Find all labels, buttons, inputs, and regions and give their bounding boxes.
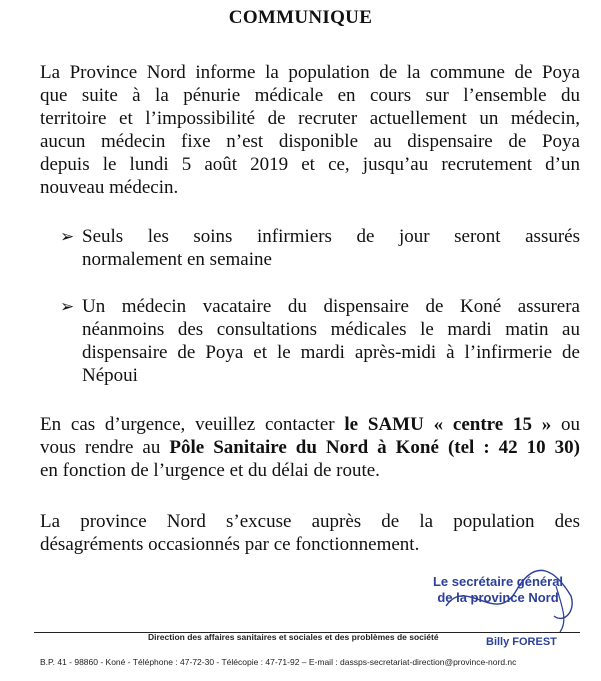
bullet-line: normalement en semaine: [82, 249, 272, 270]
pole-sanitaire-text: Pôle Sanitaire du Nord à Koné (tel : 42 10 30): [169, 437, 581, 458]
urgence-line: [40, 436, 580, 459]
urgence-line: en fonction de l’urgence et du délai de route.: [40, 460, 380, 481]
page-title: COMMUNIQUE: [228, 7, 373, 28]
arrow-bullet-icon: ➢: [60, 297, 75, 316]
footer-contact: B.P. 41 - 98860 - Koné - Téléphone : 47-72-30 - Télécopie : 47-71-92 – E-mail : dassps-secretariat-direction@province-nord.nc: [40, 657, 517, 667]
arrow-bullet-icon: ➢: [60, 227, 75, 246]
urgence-text: ou: [551, 414, 581, 435]
intro-line: nouveau médecin.: [40, 177, 179, 198]
urgence-text: vous rendre au: [40, 437, 170, 458]
bullet-line: néanmoins des consultations médicales le mardi matin au: [82, 319, 580, 340]
intro-paragraph: [40, 61, 580, 199]
urgence-text: En cas d’urgence, veuillez contacter: [40, 414, 345, 435]
intro-line: La Province Nord informe la population de la commune de Poya: [40, 62, 580, 83]
bullet-line: Népoui: [82, 365, 138, 386]
urgence-paragraph: [40, 413, 580, 482]
urgence-line: [40, 413, 580, 436]
bullet-line: Seuls les soins infirmiers de jour seront assurés: [82, 226, 580, 247]
excuse-paragraph: [40, 510, 580, 556]
bullet-line: Un médecin vacataire du dispensaire de Koné assurera: [82, 296, 580, 317]
signature-title-line: Le secrétaire général: [432, 574, 564, 589]
intro-line: depuis le lundi 5 août 2019 et ce, jusqu’au recrutement d’un: [40, 154, 580, 175]
intro-line: aucun médecin fixe n’est disponible au dispensaire de Poya: [40, 131, 580, 152]
signatory-name: Billy FOREST: [486, 636, 557, 648]
signature-title-line: de la province Nord: [437, 590, 559, 605]
signature-block: [428, 574, 568, 606]
intro-line: que suite à la pénurie médicale en cours sur l’ensemble du: [40, 85, 580, 106]
bullet-line: dispensaire de Poya et le mardi après-midi à l’infirmerie de: [82, 342, 580, 363]
footer-direction: Direction des affaires sanitaires et sociales et des problèmes de société: [148, 632, 439, 642]
intro-line: territoire et l’impossibilité de recruter actuellement un médecin,: [40, 108, 580, 129]
excuse-line: désagréments occasionnés par ce fonctionnement.: [40, 534, 420, 555]
excuse-line: La province Nord s’excuse auprès de la population des: [40, 511, 580, 532]
samu-text: le SAMU « centre 15 »: [344, 414, 552, 435]
